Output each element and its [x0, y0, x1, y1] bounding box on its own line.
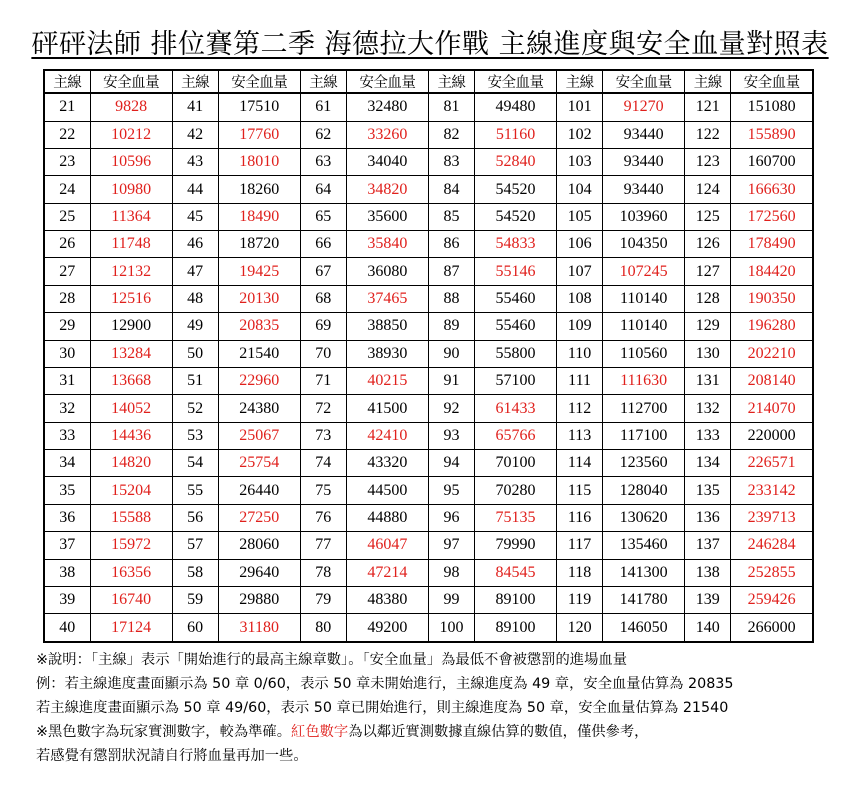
safe-hp-cell: 123560 [603, 450, 685, 477]
chapter-cell: 62 [300, 121, 346, 148]
chapter-cell: 27 [44, 258, 90, 285]
chapter-cell: 136 [685, 504, 731, 531]
safe-hp-cell: 25067 [218, 422, 300, 449]
safe-hp-cell: 55800 [474, 340, 556, 367]
header-row [44, 70, 813, 93]
safe-hp-cell: 38930 [346, 340, 428, 367]
safe-hp-cell: 20130 [218, 285, 300, 312]
safe-hp-cell: 89100 [474, 586, 556, 613]
safe-hp-cell: 55460 [474, 313, 556, 340]
safe-hp-cell: 91270 [603, 93, 685, 121]
safe-hp-cell: 27250 [218, 504, 300, 531]
table-row [44, 285, 813, 312]
table-row [44, 450, 813, 477]
chapter-cell: 98 [428, 559, 474, 586]
table-row [44, 203, 813, 230]
chapter-cell: 102 [557, 121, 603, 148]
chapter-cell: 85 [428, 203, 474, 230]
safe-hp-cell: 11748 [90, 231, 172, 258]
safe-hp-cell: 110560 [603, 340, 685, 367]
safe-hp-cell: 44500 [346, 477, 428, 504]
chapter-cell: 118 [557, 559, 603, 586]
chapter-cell: 65 [300, 203, 346, 230]
safe-hp-cell: 16740 [90, 586, 172, 613]
safe-hp-cell: 208140 [731, 367, 813, 394]
table-row [44, 340, 813, 367]
chapter-cell: 71 [300, 367, 346, 394]
safe-hp-cell: 202210 [731, 340, 813, 367]
chapter-cell: 87 [428, 258, 474, 285]
chapter-cell: 101 [557, 93, 603, 121]
chapter-cell: 138 [685, 559, 731, 586]
chapter-cell: 126 [685, 231, 731, 258]
chapter-cell: 125 [685, 203, 731, 230]
header-chapter: 主線 [44, 70, 90, 93]
safe-hp-cell: 130620 [603, 504, 685, 531]
chapter-cell: 75 [300, 477, 346, 504]
chapter-cell: 47 [172, 258, 218, 285]
chapter-cell: 94 [428, 450, 474, 477]
safe-hp-cell: 57100 [474, 367, 556, 394]
safe-hp-cell: 51160 [474, 121, 556, 148]
safe-hp-cell: 160700 [731, 148, 813, 175]
safe-hp-cell: 11364 [90, 203, 172, 230]
header-safe-hp: 安全血量 [603, 70, 685, 93]
safe-hp-cell: 18720 [218, 231, 300, 258]
safe-hp-cell: 172560 [731, 203, 813, 230]
safe-hp-cell: 35600 [346, 203, 428, 230]
chapter-cell: 106 [557, 231, 603, 258]
safe-hp-cell: 52840 [474, 148, 556, 175]
safe-hp-cell: 10212 [90, 121, 172, 148]
header-safe-hp: 安全血量 [346, 70, 428, 93]
safe-hp-cell: 166630 [731, 176, 813, 203]
chapter-cell: 91 [428, 367, 474, 394]
chapter-cell: 79 [300, 586, 346, 613]
chapter-cell: 38 [44, 559, 90, 586]
safe-hp-cell: 54520 [474, 176, 556, 203]
chapter-cell: 119 [557, 586, 603, 613]
safe-hp-cell: 19425 [218, 258, 300, 285]
chapter-cell: 22 [44, 121, 90, 148]
safe-hp-cell: 259426 [731, 586, 813, 613]
header-chapter: 主線 [428, 70, 474, 93]
note-line: ※說明：「主線」表示「開始進行的最高主線章數」。「安全血量」為最低不會被懲罰的進場血量 [36, 652, 627, 668]
table-row [44, 258, 813, 285]
safe-hp-cell: 46047 [346, 532, 428, 559]
header-chapter: 主線 [172, 70, 218, 93]
safe-hp-cell: 266000 [731, 614, 813, 642]
safe-hp-cell: 48380 [346, 586, 428, 613]
table-row [44, 504, 813, 531]
table-row [44, 532, 813, 559]
chapter-cell: 95 [428, 477, 474, 504]
safe-hp-cell: 252855 [731, 559, 813, 586]
safe-hp-cell: 107245 [603, 258, 685, 285]
chapter-cell: 30 [44, 340, 90, 367]
safe-hp-cell: 49200 [346, 614, 428, 642]
safe-hp-cell: 89100 [474, 614, 556, 642]
safe-hp-cell: 65766 [474, 422, 556, 449]
safe-hp-cell: 214070 [731, 395, 813, 422]
note-text: 為以鄰近實測數據直線估算的數值，僅供參考， [348, 724, 649, 740]
safe-hp-cell: 93440 [603, 121, 685, 148]
safe-hp-cell: 110140 [603, 313, 685, 340]
note-red-text: 紅色數字 [291, 724, 349, 740]
safe-hp-cell: 15204 [90, 477, 172, 504]
chapter-cell: 57 [172, 532, 218, 559]
safe-hp-cell: 128040 [603, 477, 685, 504]
safe-hp-cell: 20835 [218, 313, 300, 340]
chapter-cell: 77 [300, 532, 346, 559]
chapter-cell: 72 [300, 395, 346, 422]
chapter-cell: 64 [300, 176, 346, 203]
chapter-cell: 100 [428, 614, 474, 642]
chapter-cell: 67 [300, 258, 346, 285]
chapter-cell: 104 [557, 176, 603, 203]
header-safe-hp: 安全血量 [474, 70, 556, 93]
chapter-cell: 63 [300, 148, 346, 175]
table-row [44, 231, 813, 258]
chapter-cell: 29 [44, 313, 90, 340]
safe-hp-cell: 112700 [603, 395, 685, 422]
safe-hp-cell: 151080 [731, 93, 813, 121]
safe-hp-cell: 135460 [603, 532, 685, 559]
chapter-cell: 48 [172, 285, 218, 312]
note-line [36, 720, 856, 744]
table-row [44, 313, 813, 340]
table-row [44, 176, 813, 203]
chapter-cell: 135 [685, 477, 731, 504]
header-chapter: 主線 [557, 70, 603, 93]
safe-hp-cell: 141780 [603, 586, 685, 613]
safe-hp-cell: 190350 [731, 285, 813, 312]
safe-hp-cell: 141300 [603, 559, 685, 586]
chapter-cell: 117 [557, 532, 603, 559]
chapter-cell: 39 [44, 586, 90, 613]
chapter-cell: 54 [172, 450, 218, 477]
safe-hp-cell: 26440 [218, 477, 300, 504]
safe-hp-cell: 25754 [218, 450, 300, 477]
safe-hp-cell: 15972 [90, 532, 172, 559]
safe-hp-cell: 15588 [90, 504, 172, 531]
chapter-cell: 111 [557, 367, 603, 394]
safe-hp-cell: 70100 [474, 450, 556, 477]
safe-hp-cell: 178490 [731, 231, 813, 258]
note-line: 若主線進度畫面顯示為 50 章 49/60，表示 50 章已開始進行，則主線進度為 50 章，安全血量估算為 21540 [36, 700, 729, 716]
chapter-cell: 103 [557, 148, 603, 175]
safe-hp-cell: 70280 [474, 477, 556, 504]
chapter-cell: 35 [44, 477, 90, 504]
chapter-cell: 86 [428, 231, 474, 258]
chapter-cell: 24 [44, 176, 90, 203]
page-title: 砰砰法師 排位賽第二季 海德拉大作戰 主線進度與安全血量對照表 [31, 29, 829, 60]
safe-hp-cell: 18010 [218, 148, 300, 175]
chapter-cell: 81 [428, 93, 474, 121]
table-row [44, 614, 813, 642]
chapter-cell: 90 [428, 340, 474, 367]
chapter-cell: 59 [172, 586, 218, 613]
chapter-cell: 36 [44, 504, 90, 531]
safe-hp-cell: 14436 [90, 422, 172, 449]
chapter-cell: 105 [557, 203, 603, 230]
header-safe-hp: 安全血量 [731, 70, 813, 93]
safe-hp-cell: 79990 [474, 532, 556, 559]
safe-hp-cell: 239713 [731, 504, 813, 531]
chapter-cell: 112 [557, 395, 603, 422]
reference-table [43, 69, 814, 643]
safe-hp-cell: 61433 [474, 395, 556, 422]
safe-hp-cell: 17760 [218, 121, 300, 148]
safe-hp-cell: 14052 [90, 395, 172, 422]
chapter-cell: 66 [300, 231, 346, 258]
safe-hp-cell: 21540 [218, 340, 300, 367]
safe-hp-cell: 35840 [346, 231, 428, 258]
chapter-cell: 34 [44, 450, 90, 477]
chapter-cell: 110 [557, 340, 603, 367]
chapter-cell: 120 [557, 614, 603, 642]
safe-hp-cell: 13284 [90, 340, 172, 367]
safe-hp-cell: 184420 [731, 258, 813, 285]
safe-hp-cell: 196280 [731, 313, 813, 340]
chapter-cell: 80 [300, 614, 346, 642]
safe-hp-cell: 37465 [346, 285, 428, 312]
chapter-cell: 52 [172, 395, 218, 422]
chapter-cell: 25 [44, 203, 90, 230]
safe-hp-cell: 34820 [346, 176, 428, 203]
chapter-cell: 53 [172, 422, 218, 449]
safe-hp-cell: 33260 [346, 121, 428, 148]
safe-hp-cell: 14820 [90, 450, 172, 477]
note-line: 若感覺有懲罰狀況請自行將血量再加一些。 [36, 748, 308, 764]
safe-hp-cell: 55460 [474, 285, 556, 312]
chapter-cell: 28 [44, 285, 90, 312]
chapter-cell: 84 [428, 176, 474, 203]
chapter-cell: 132 [685, 395, 731, 422]
safe-hp-cell: 41500 [346, 395, 428, 422]
safe-hp-cell: 9828 [90, 93, 172, 121]
chapter-cell: 55 [172, 477, 218, 504]
safe-hp-cell: 54833 [474, 231, 556, 258]
safe-hp-cell: 110140 [603, 285, 685, 312]
safe-hp-cell: 55146 [474, 258, 556, 285]
chapter-cell: 21 [44, 93, 90, 121]
chapter-cell: 121 [685, 93, 731, 121]
safe-hp-cell: 42410 [346, 422, 428, 449]
safe-hp-cell: 49480 [474, 93, 556, 121]
chapter-cell: 108 [557, 285, 603, 312]
safe-hp-cell: 10980 [90, 176, 172, 203]
table-row [44, 148, 813, 175]
table-row [44, 93, 813, 121]
safe-hp-cell: 36080 [346, 258, 428, 285]
chapter-cell: 31 [44, 367, 90, 394]
safe-hp-cell: 103960 [603, 203, 685, 230]
chapter-cell: 46 [172, 231, 218, 258]
chapter-cell: 74 [300, 450, 346, 477]
safe-hp-cell: 34040 [346, 148, 428, 175]
chapter-cell: 123 [685, 148, 731, 175]
safe-hp-cell: 16356 [90, 559, 172, 586]
safe-hp-cell: 104350 [603, 231, 685, 258]
chapter-cell: 50 [172, 340, 218, 367]
chapter-cell: 130 [685, 340, 731, 367]
safe-hp-cell: 111630 [603, 367, 685, 394]
safe-hp-cell: 84545 [474, 559, 556, 586]
chapter-cell: 139 [685, 586, 731, 613]
safe-hp-cell: 233142 [731, 477, 813, 504]
safe-hp-cell: 44880 [346, 504, 428, 531]
chapter-cell: 99 [428, 586, 474, 613]
safe-hp-cell: 146050 [603, 614, 685, 642]
chapter-cell: 82 [428, 121, 474, 148]
safe-hp-cell: 29880 [218, 586, 300, 613]
table-row [44, 477, 813, 504]
safe-hp-cell: 47214 [346, 559, 428, 586]
chapter-cell: 133 [685, 422, 731, 449]
chapter-cell: 51 [172, 367, 218, 394]
safe-hp-cell: 38850 [346, 313, 428, 340]
chapter-cell: 70 [300, 340, 346, 367]
chapter-cell: 37 [44, 532, 90, 559]
safe-hp-cell: 17510 [218, 93, 300, 121]
chapter-cell: 96 [428, 504, 474, 531]
chapter-cell: 134 [685, 450, 731, 477]
safe-hp-cell: 24380 [218, 395, 300, 422]
safe-hp-cell: 32480 [346, 93, 428, 121]
safe-hp-cell: 12516 [90, 285, 172, 312]
chapter-cell: 33 [44, 422, 90, 449]
chapter-cell: 32 [44, 395, 90, 422]
chapter-cell: 78 [300, 559, 346, 586]
safe-hp-cell: 28060 [218, 532, 300, 559]
chapter-cell: 92 [428, 395, 474, 422]
safe-hp-cell: 43320 [346, 450, 428, 477]
header-chapter: 主線 [300, 70, 346, 93]
chapter-cell: 73 [300, 422, 346, 449]
safe-hp-cell: 75135 [474, 504, 556, 531]
table-row [44, 121, 813, 148]
chapter-cell: 40 [44, 614, 90, 642]
chapter-cell: 41 [172, 93, 218, 121]
chapter-cell: 97 [428, 532, 474, 559]
safe-hp-cell: 22960 [218, 367, 300, 394]
safe-hp-cell: 29640 [218, 559, 300, 586]
safe-hp-cell: 10596 [90, 148, 172, 175]
chapter-cell: 114 [557, 450, 603, 477]
safe-hp-cell: 226571 [731, 450, 813, 477]
chapter-cell: 129 [685, 313, 731, 340]
chapter-cell: 107 [557, 258, 603, 285]
safe-hp-cell: 93440 [603, 176, 685, 203]
header-safe-hp: 安全血量 [90, 70, 172, 93]
chapter-cell: 26 [44, 231, 90, 258]
table-row [44, 367, 813, 394]
chapter-cell: 60 [172, 614, 218, 642]
notes [36, 648, 856, 768]
chapter-cell: 23 [44, 148, 90, 175]
safe-hp-cell: 31180 [218, 614, 300, 642]
chapter-cell: 88 [428, 285, 474, 312]
chapter-cell: 83 [428, 148, 474, 175]
chapter-cell: 137 [685, 532, 731, 559]
chapter-cell: 45 [172, 203, 218, 230]
chapter-cell: 49 [172, 313, 218, 340]
chapter-cell: 58 [172, 559, 218, 586]
chapter-cell: 128 [685, 285, 731, 312]
table-row [44, 559, 813, 586]
chapter-cell: 42 [172, 121, 218, 148]
chapter-cell: 127 [685, 258, 731, 285]
header-safe-hp: 安全血量 [218, 70, 300, 93]
chapter-cell: 93 [428, 422, 474, 449]
chapter-cell: 69 [300, 313, 346, 340]
chapter-cell: 140 [685, 614, 731, 642]
chapter-cell: 61 [300, 93, 346, 121]
table-row [44, 395, 813, 422]
safe-hp-cell: 117100 [603, 422, 685, 449]
safe-hp-cell: 12132 [90, 258, 172, 285]
safe-hp-cell: 155890 [731, 121, 813, 148]
chapter-cell: 89 [428, 313, 474, 340]
safe-hp-cell: 18260 [218, 176, 300, 203]
note-text: ※黑色數字為玩家實測數字，較為準確。 [36, 724, 292, 740]
header-chapter: 主線 [685, 70, 731, 93]
note-line: 例：若主線進度畫面顯示為 50 章 0/60，表示 50 章未開始進行，主線進度為 49 章，安全血量估算為 20835 [36, 676, 734, 692]
table-row [44, 586, 813, 613]
chapter-cell: 56 [172, 504, 218, 531]
chapter-cell: 76 [300, 504, 346, 531]
table-body [44, 93, 813, 642]
chapter-cell: 109 [557, 313, 603, 340]
chapter-cell: 68 [300, 285, 346, 312]
chapter-cell: 124 [685, 176, 731, 203]
safe-hp-cell: 93440 [603, 148, 685, 175]
chapter-cell: 122 [685, 121, 731, 148]
safe-hp-cell: 18490 [218, 203, 300, 230]
chapter-cell: 116 [557, 504, 603, 531]
safe-hp-cell: 12900 [90, 313, 172, 340]
table-row [44, 422, 813, 449]
chapter-cell: 43 [172, 148, 218, 175]
safe-hp-cell: 246284 [731, 532, 813, 559]
safe-hp-cell: 40215 [346, 367, 428, 394]
safe-hp-cell: 13668 [90, 367, 172, 394]
chapter-cell: 44 [172, 176, 218, 203]
chapter-cell: 115 [557, 477, 603, 504]
safe-hp-cell: 220000 [731, 422, 813, 449]
safe-hp-cell: 54520 [474, 203, 556, 230]
chapter-cell: 131 [685, 367, 731, 394]
chapter-cell: 113 [557, 422, 603, 449]
safe-hp-cell: 17124 [90, 614, 172, 642]
